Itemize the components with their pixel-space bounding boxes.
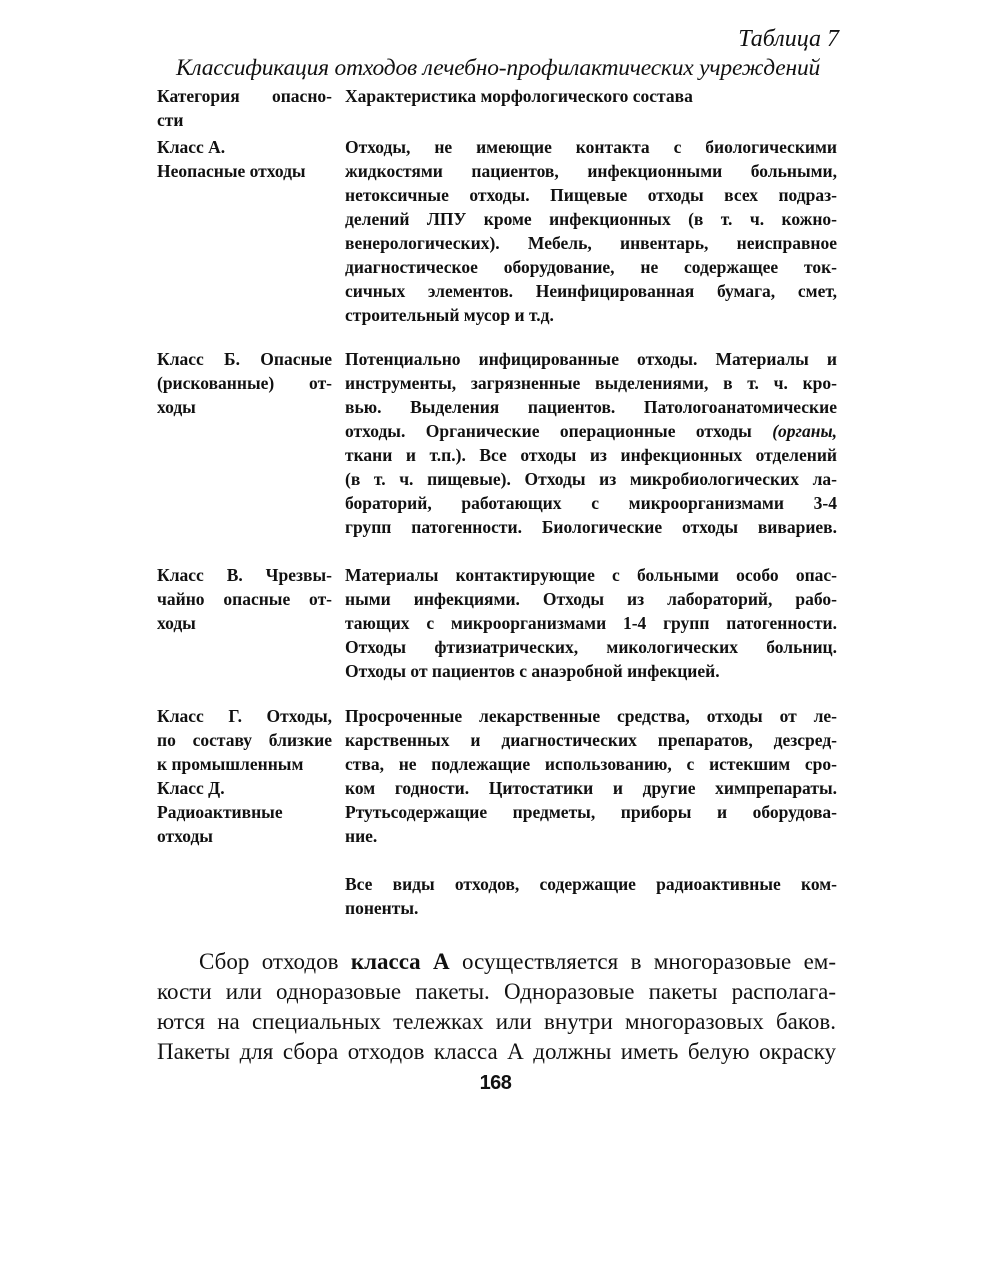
- table-number: Таблица 7: [738, 26, 839, 52]
- row-class-b-category: Класс Б. Опасные (рискованные) от- ходы: [157, 349, 332, 417]
- row-class-d-description: Все виды отходов, содержащие радиоактивные ком- поненты.: [345, 874, 837, 918]
- header-col-characteristic: Характеристика морфологического состава: [345, 86, 693, 106]
- row-class-g-d-category: Класс Г. Отходы, по составу близкие к промышленным Класс Д. Радиоактивные отходы: [157, 706, 332, 846]
- row-class-g-description: Просроченные лекарственные средства, отходы от ле- карственных и диагностических препаратов, дезсред- ства, не подлежащие использованию, с истекшим сро- ком годности. Цитостатики и другие химпрепараты. Ртутьсодержащие предметы, приборы и оборудова- ние.: [345, 706, 837, 846]
- row-class-v-category: Класс В. Чрезвы- чайно опасные от- ходы: [157, 565, 332, 633]
- body-paragraph: Сбор отходов класса А осуществляется в многоразовые ем- кости или одноразовые пакеты. Одноразовые пакеты располага- ются на специальных тележках или внутри многоразовых баков. Пакеты для сбора отходов класса А должны иметь белую окраску: [157, 949, 836, 1064]
- table-title: Классификация отходов лечебно-профилактических учреждений: [175, 55, 821, 81]
- row-class-v-description: Материалы контактирующие с больными особо опас- ными инфекциями. Отходы из лабораторий, рабо- тающих с микроорганизмами 1-4 групп патогенности. Отходы фтизиатрических, микологических больниц. Отходы от пациентов с анаэробной инфекцией.: [345, 565, 837, 681]
- header-col-category: Категория опасно- сти: [157, 86, 332, 130]
- page-number: 168: [479, 1072, 512, 1094]
- row-class-b-description: Потенциально инфицированные отходы. Материалы и инструменты, загрязненные выделениями, в т. ч. кро- вью. Выделения пациентов. Патологоанатомические отходы. Органические операционные отходы (органы, ткани и т.п.). Все отходы из инфекционных отделений (в т. ч. пищевые). Отходы из микробиологических ла- бораторий, работающих с микроорганизмами 3-4 групп патогенности. Биологические отходы вивариев.: [345, 349, 837, 537]
- row-class-a-category: Класс А. Неопасные отходы: [157, 137, 306, 181]
- row-class-a-description: Отходы, не имеющие контакта с биологическими жидкостями пациентов, инфекционными больными, нетоксичные отходы. Пищевые отходы всех подраз- делений ЛПУ кроме инфекционных (в т. ч. кожно- венерологических). Мебель, инвентарь, неисправное диагностическое оборудование, не содержащее ток- сичных элементов. Неинфицированная бумага, смет, строительный мусор и т.д.: [345, 137, 837, 325]
